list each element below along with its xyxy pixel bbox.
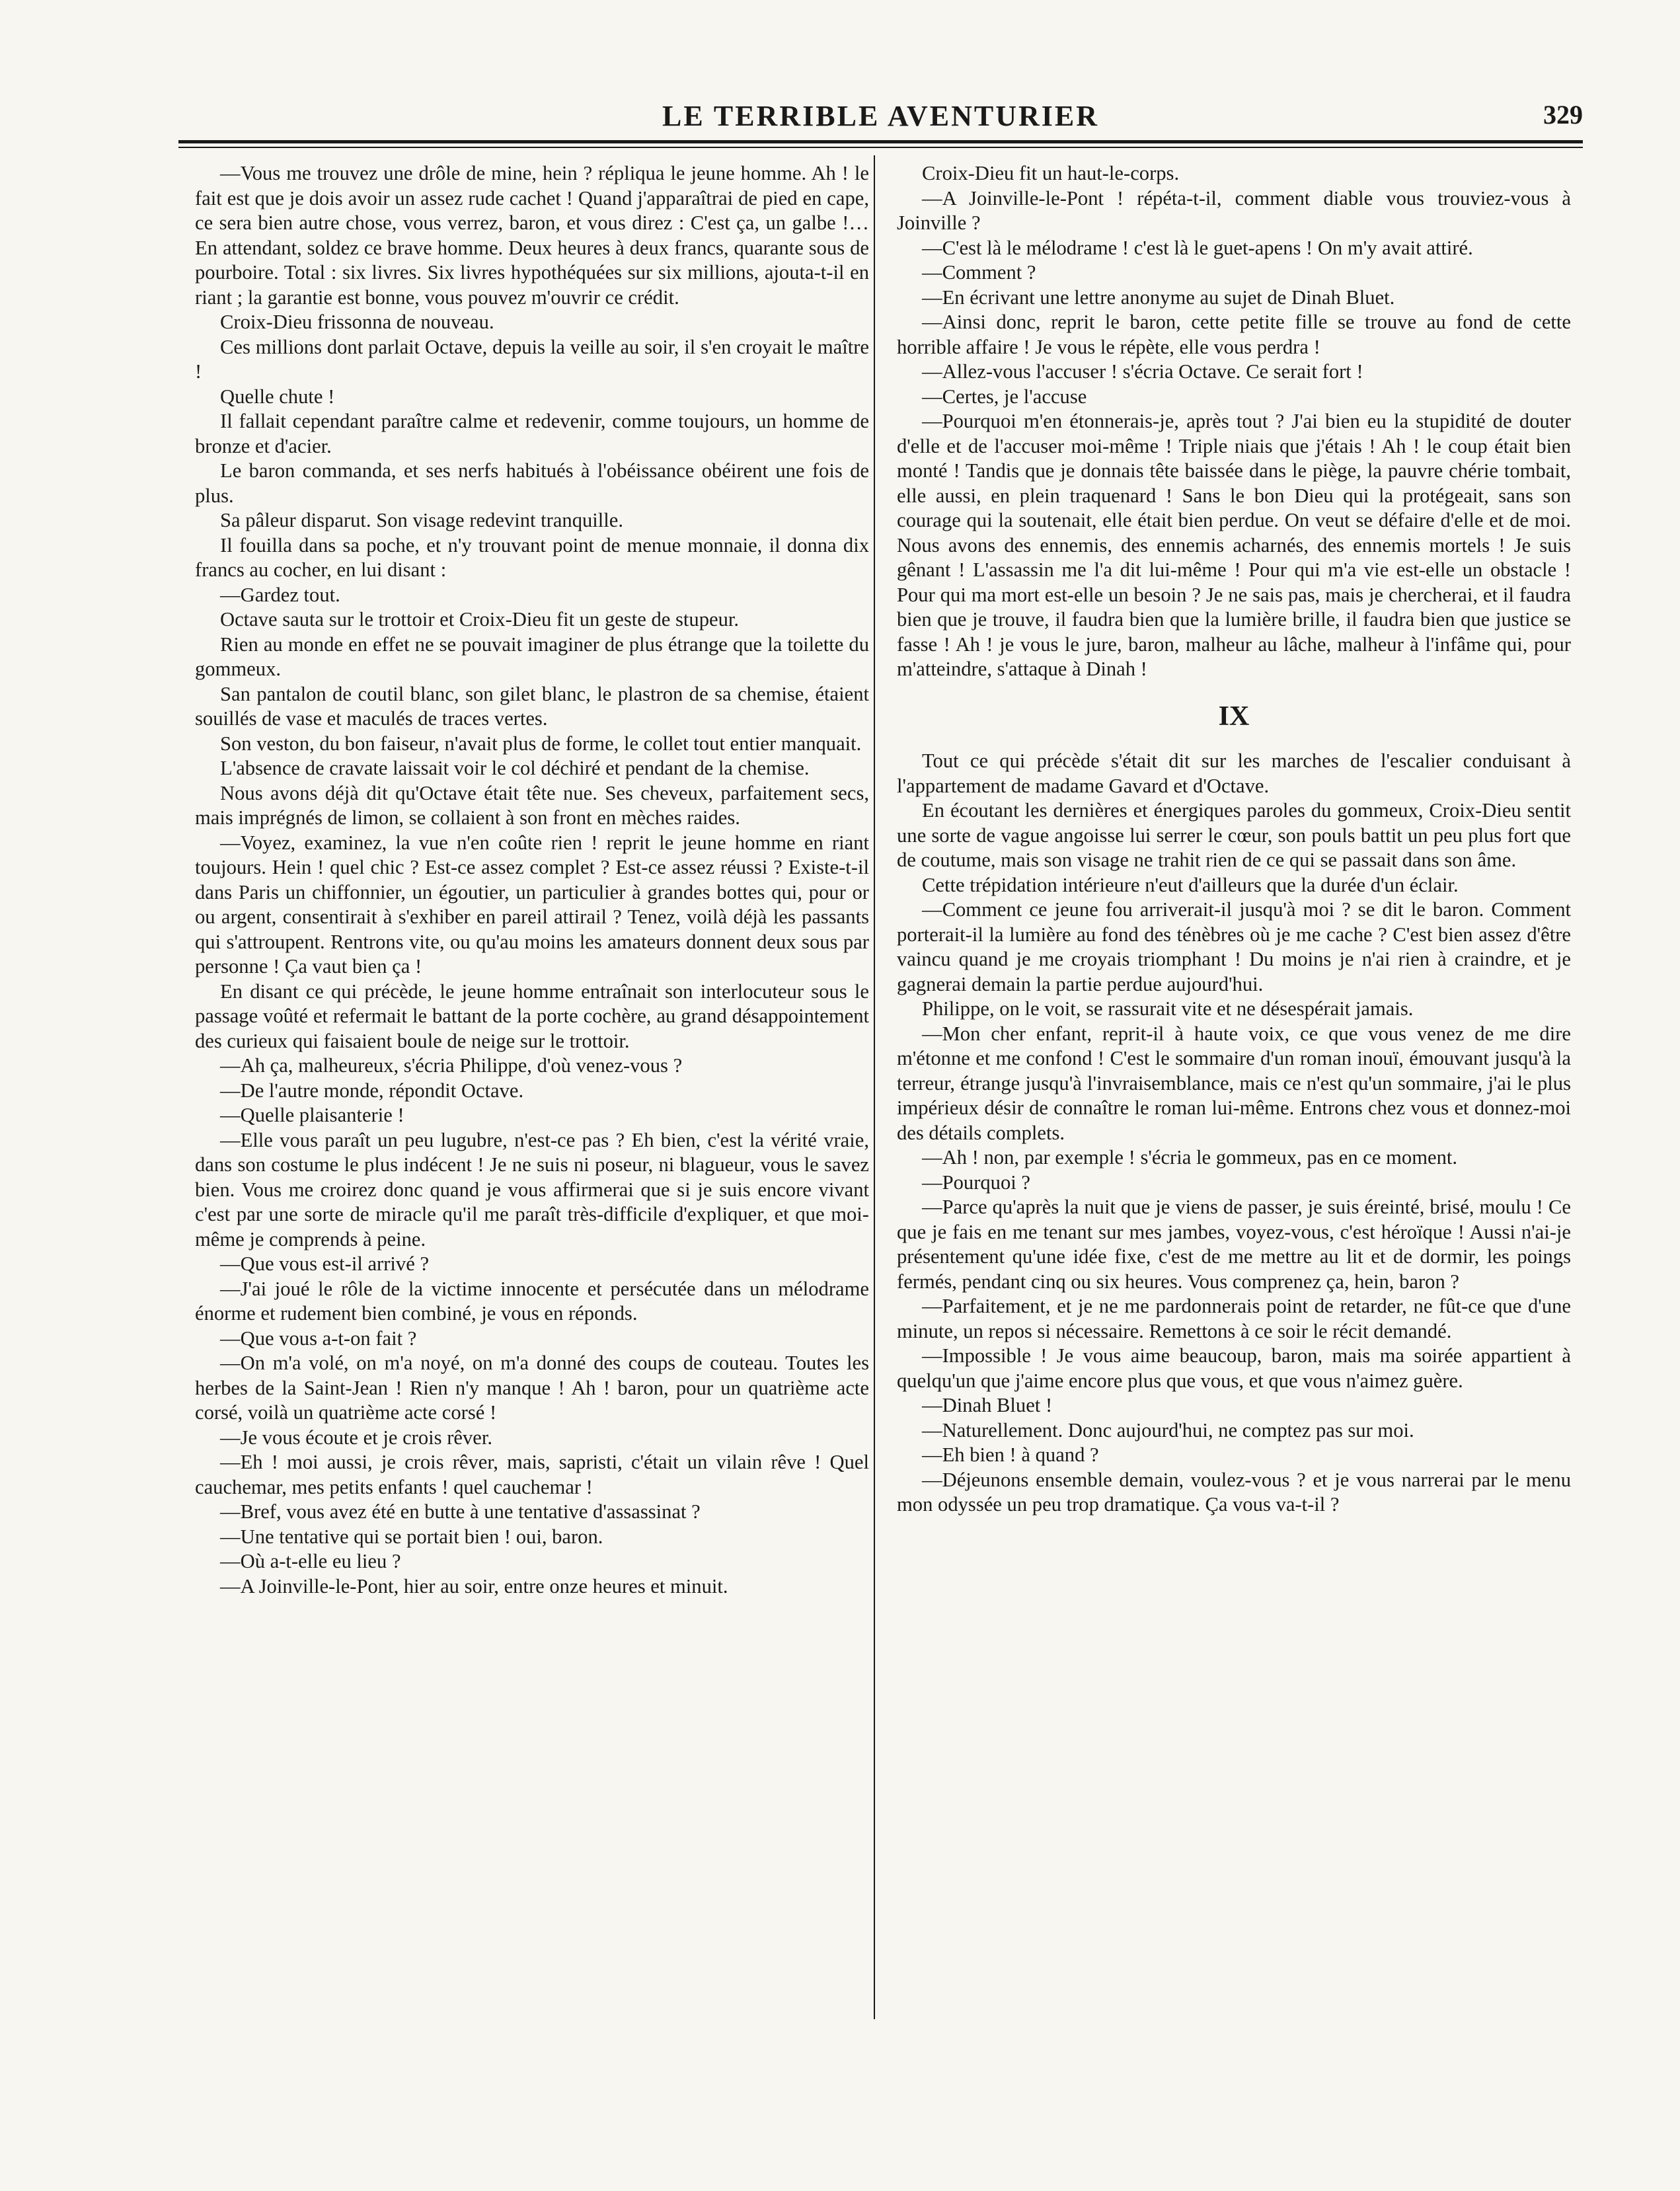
paragraph: —En écrivant une lettre anonyme au sujet de Dinah Bluet. (922, 286, 1395, 309)
paragraph: San pantalon de coutil blanc, son gilet blanc, le plastron de sa chemise, étaient souillés de vase et maculés de traces vertes. (195, 682, 869, 730)
left-column (195, 161, 869, 1599)
paragraph: —Ah ! non, par exemple ! s'écria le gommeux, pas en ce moment. (922, 1146, 1458, 1169)
paragraph: —Mon cher enfant, reprit-il à haute voix, ce que vous venez de me dire m'étonne et me confond ! C'est le sommaire d'un roman inouï, émouvant jusqu'à la terreur, étrange jusqu'à l'invraisemblance, mais ce n'est qu'un sommaire, j'ai le plus impérieux désir de connaître le roman lui-même. Entrons chez vous et donnez-moi des détails complets. (897, 1022, 1571, 1144)
paragraph: En disant ce qui précède, le jeune homme entraînait son interlocuteur sous le passage voûté et refermait le battant de la porte cochère, au grand désappointement des curieux qui faisaient boule de neige sur le trottoir. (195, 980, 869, 1052)
paragraph: —Comment ce jeune fou arriverait-il jusqu'à moi ? se dit le baron. Comment porterait-il la lumière au fond des ténèbres où je me cache ? C'est bien assez d'être vaincu quand je me croyais triomphant ! Du moins je n'ai rien à craindre, et je gagnerai demain la partie perdue aujourd'hui. (897, 898, 1571, 995)
paragraph: Croix-Dieu frissonna de nouveau. (220, 311, 494, 333)
paragraph: —Impossible ! Je vous aime beaucoup, baron, mais ma soirée appartient à quelqu'un que j'aime encore plus que vous, et que vous n'aimez guère. (897, 1344, 1571, 1392)
paragraph: Il fallait cependant paraître calme et redevenir, comme toujours, un homme de bronze et d'acier. (195, 410, 869, 457)
header-rule-thin (178, 147, 1583, 148)
paragraph: —On m'a volé, on m'a noyé, on m'a donné des coups de couteau. Toutes les herbes de la Saint-Jean ! Rien n'y manque ! Ah ! baron, pour un quatrième acte corsé, voilà un quatrième acte corsé ! (195, 1352, 869, 1424)
paragraph: —Bref, vous avez été en butte à une tentative d'assassinat ? (220, 1500, 701, 1523)
right-column (897, 161, 1571, 1518)
paragraph: —Parce qu'après la nuit que je viens de passer, je suis éreinté, brisé, moulu ! Ce que je fais en me tenant sur mes jambes, voyez-vous, c'est héroïque ! Aussi n'ai-je présentement qu'une idée fixe, c'est de me mettre au lit et de dormir, les poings fermés, pendant cinq ou six heures. Vous comprenez ça, hein, baron ? (897, 1196, 1571, 1293)
paragraph: —Ainsi donc, reprit le baron, cette petite fille se trouve au fond de cette horrible affaire ! Je vous le répète, elle vous perdra ! (897, 311, 1571, 358)
column-divider (874, 155, 875, 2019)
paragraph: Ces millions dont parlait Octave, depuis la veille au soir, il s'en croyait le maître ! (195, 335, 869, 383)
paragraph: —Elle vous paraît un peu lugubre, n'est-ce pas ? Eh bien, c'est la vérité vraie, dans son costume le plus indécent ! Je ne suis ni poseur, ni blagueur, vous le savez bien. Vous me croirez donc quand je vous affirmerai que si je suis encore vivant c'est par une sorte de miracle qu'il me paraît très-difficile d'expliquer, et que moi-même je comprends à peine. (195, 1128, 869, 1250)
paragraph: —Parfaitement, et je ne me pardonnerais point de retarder, ne fût-ce que d'une minute, un repos si nécessaire. Remettons à ce soir le récit demandé. (897, 1295, 1571, 1342)
paragraph: En écoutant les dernières et énergiques paroles du gommeux, Croix-Dieu sentit une sorte de vague angoisse lui serrer le cœur, son pouls battit un peu plus fort que de coutume, mais son visage ne trahit rien de ce qui se passait dans son âme. (897, 799, 1571, 871)
paragraph: —Une tentative qui se portait bien ! oui, baron. (220, 1525, 603, 1548)
header-rule (178, 140, 1583, 143)
paragraph: —Certes, je l'accuse (922, 385, 1087, 408)
paragraph: Cette trépidation intérieure n'eut d'ailleurs que la durée d'un éclair. (922, 873, 1459, 896)
paragraph: —Je vous écoute et je crois rêver. (220, 1426, 493, 1449)
paragraph: —Gardez tout. (220, 583, 340, 606)
paragraph: —Eh ! moi aussi, je crois rêver, mais, sapristi, c'était un vilain rêve ! Quel cauchemar, mes petits enfants ! quel cauchemar ! (195, 1451, 869, 1498)
paragraph: Philippe, on le voit, se rassurait vite et ne désespérait jamais. (922, 997, 1414, 1020)
paragraph: Croix-Dieu fit un haut-le-corps. (922, 162, 1180, 184)
paragraph: Octave sauta sur le trottoir et Croix-Dieu fit un geste de stupeur. (220, 608, 740, 631)
paragraph: —C'est là le mélodrame ! c'est là le guet-apens ! On m'y avait attiré. (922, 236, 1473, 259)
paragraph: —De l'autre monde, répondit Octave. (220, 1079, 524, 1102)
paragraph: —A Joinville-le-Pont ! répéta-t-il, comment diable vous trouviez-vous à Joinville ? (897, 186, 1571, 234)
paragraph: Rien au monde en effet ne se pouvait imaginer de plus étrange que la toilette du gommeux. (195, 633, 869, 680)
paragraph: —Dinah Bluet ! (922, 1394, 1053, 1416)
page-number: 329 (1543, 100, 1583, 130)
paragraph: —Ah ça, malheureux, s'écria Philippe, d'où venez-vous ? (220, 1054, 683, 1077)
paragraph: Son veston, du bon faiseur, n'avait plus de forme, le collet tout entier manquait. (220, 732, 862, 755)
paragraph: —Où a-t-elle eu lieu ? (220, 1550, 401, 1572)
paragraph: —Vous me trouvez une drôle de mine, hein ? répliqua le jeune homme. Ah ! le fait est que je dois avoir un assez rude cachet ! Quand j'apparaîtrai de pied en cape, ce sera bien autre chose, vous verrez, baron, et vous direz : C'est ça, un galbe !… En attendant, soldez ce brave homme. Deux heures à deux francs, quarante sous de pourboire. Total : six livres. Six livres hypothéquées sur six millions, ajouta-t-il en riant ; la garantie est bonne, vous pouvez m'ouvrir ce crédit. (195, 162, 869, 309)
paragraph: —Comment ? (922, 261, 1036, 284)
paragraph: —Pourquoi ? (922, 1171, 1031, 1194)
paragraph: Le baron commanda, et ses nerfs habitués à l'obéissance obéirent une fois de plus. (195, 459, 869, 507)
running-header (178, 99, 1583, 139)
paragraph: —Quelle plaisanterie ! (220, 1104, 404, 1126)
paragraph: L'absence de cravate laissait voir le col déchiré et pendant de la chemise. (220, 757, 810, 779)
paragraph: —Déjeunons ensemble demain, voulez-vous ? et je vous narrerai par le menu mon odyssée un peu trop dramatique. Ça vous va-t-il ? (897, 1468, 1571, 1516)
paragraph: Quelle chute ! (220, 385, 335, 408)
paragraph: Nous avons déjà dit qu'Octave était tête nue. Ses cheveux, parfaitement secs, mais imprégnés de limon, se collaient à son front en mèches raides. (195, 781, 869, 829)
paragraph: —Que vous a-t-on fait ? (220, 1326, 417, 1350)
paragraph: —Allez-vous l'accuser ! s'écria Octave. Ce serait fort ! (922, 360, 1363, 383)
chapter-heading: IX (1218, 701, 1250, 732)
paragraph: Sa pâleur disparut. Son visage redevint tranquille. (220, 509, 624, 531)
running-title: LE TERRIBLE AVENTURIER (662, 100, 1100, 132)
paragraph: —Naturellement. Donc aujourd'hui, ne comptez pas sur moi. (922, 1418, 1414, 1441)
paragraph: Tout ce qui précède s'était dit sur les marches de l'escalier conduisant à l'appartement de madame Gavard et d'Octave. (897, 750, 1571, 797)
paragraph: —Voyez, examinez, la vue n'en coûte rien ! reprit le jeune homme en riant toujours. Hein ! quel chic ? Est-ce assez complet ? Est-ce assez réussi ? Existe-t-il dans Paris un chiffonnier, un égoutier, un particulier à grandes bottes qui, pour or ou argent, consentirait à s'exhiber en pareil attirail ? Tenez, voilà déjà les passants qui s'attroupent. Rentrons vite, ou qu'au moins les amateurs donnent deux sous par personne ! Ça vaut bien ça ! (195, 831, 869, 978)
paragraph: —Eh bien ! à quand ? (922, 1443, 1099, 1466)
paragraph: —Pourquoi m'en étonnerais-je, après tout ? J'ai bien eu la stupidité de douter d'elle et de l'accuser moi-même ! Triple niais que j'étais ! Ah ! le coup était bien monté ! Tandis que je donnais tête baissée dans le piège, la pauvre chérie tombait, elle aussi, en plein traquenard ! Sans le bon Dieu qui la protégeait, sans son courage qui la soutenait, elle était bien perdue. On veut se défaire d'elle et de moi. Nous avons des ennemis, des ennemis acharnés, des ennemis mortels ! Je suis gênant ! L'assassin me l'a dit lui-même ! Pour qui m'a vie est-elle un obstacle ! Pour qui ma mort est-elle un besoin ? Je ne sais pas, mais je chercherai, et il faudra bien que je trouve, il faudra bien que la lumière brille, il faudra bien que justice se fasse ! Ah ! je vous le jure, baron, malheur au lâche, malheur à l'infâme qui, pour m'atteindre, s'attaque à Dinah ! (897, 410, 1571, 680)
paragraph: —J'ai joué le rôle de la victime innocente et persécutée dans un mélodrame énorme et rudement bien combiné, je vous en réponds. (195, 1277, 869, 1325)
paragraph: —A Joinville-le-Pont, hier au soir, entre onze heures et minuit. (220, 1574, 728, 1597)
paragraph: —Que vous est-il arrivé ? (220, 1252, 430, 1275)
paragraph: Il fouilla dans sa poche, et n'y trouvant point de menue monnaie, il donna dix francs au cocher, en lui disant : (195, 533, 869, 581)
